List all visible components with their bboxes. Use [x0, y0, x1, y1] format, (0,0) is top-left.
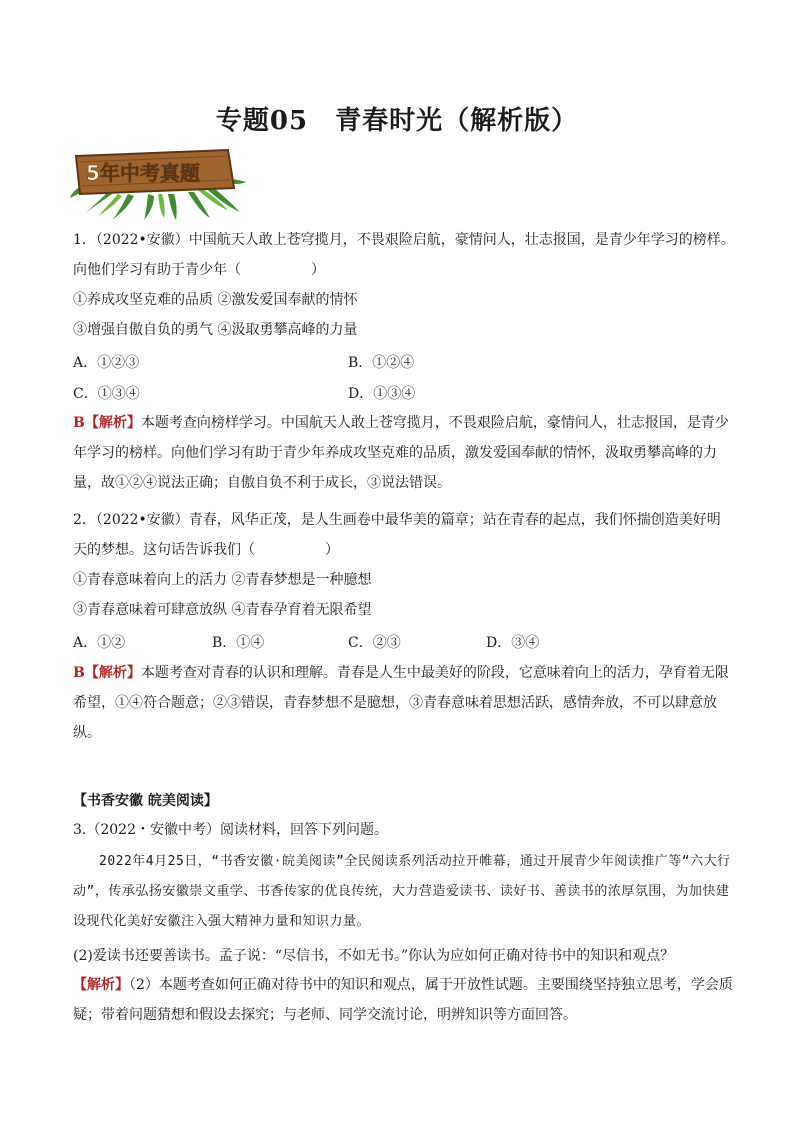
q3-stem: 3.（2022・安徽中考）阅读材料，回答下列问题。 [73, 822, 388, 838]
q1-statement-1: ①养成攻坚克难的品质 ②激发爱国奉献的情怀 [73, 292, 358, 308]
leaf-sign-icon [68, 142, 248, 220]
q3-answer-label: 【解析】 [73, 977, 129, 993]
q2-statement-2: ③青春意味着可肆意放纵 ④青春孕育着无限希望 [73, 602, 372, 618]
q2-statement-1: ①青春意味着向上的活力 ②青春梦想是一种臆想 [73, 572, 372, 588]
q2-stem-line1: 2．（2022•安徽）青春，风华正茂，是人生画卷中最华美的篇章；站在青春的起点，我们怀揣创造美好明 [73, 512, 721, 528]
q1-stem-line2: 向他们学习有助于青少年（ ） [73, 262, 325, 278]
exam-badge [68, 142, 248, 220]
q2-stem-line2: 天的梦想。这句话告诉我们（ ） [73, 542, 339, 558]
q2-answer-label: B【解析】 [73, 665, 141, 681]
q2-analysis [73, 658, 735, 748]
page-title: 专题05 青春时光（解析版） [215, 106, 579, 136]
q2-answer-text: 本题考查对青春的认识和理解。青春是人生中最美好的阶段，它意味着向上的活力，孕育着无限希望，①④符合题意；②③错误，青春梦想不是臆想，③青春意味着思想活跃，感情奔放，不可以肆意放纵。 [73, 665, 729, 741]
q1-option-a: A．①②③ [73, 355, 140, 371]
badge-text: 5年中考真题 [86, 161, 200, 185]
q1-option-d: D．①③④ [348, 386, 416, 402]
q3-passage: 2022年4月25日，“书香安徽·皖美阅读”全民阅读系列活动拉开帷幕，通过开展青少年阅读推广等“六大行动”，传承弘扬安徽崇文重学、书香传家的优良传统，大力营造爱读书、读好书、善读书的浓厚氛围，为加快建设现代化美好安徽注入强大精神力量和知识力量。 [73, 854, 731, 929]
section-heading: 【书香安徽 皖美阅读】 [73, 793, 218, 809]
q1-stem-line1: 1．（2022•安徽）中国航天人敢上苍穹揽月，不畏艰险启航，豪情问人，壮志报国，是青少年学习的榜样。 [73, 232, 735, 248]
q1-answer-text: 本题考查向榜样学习。中国航天人敢上苍穹揽月，不畏艰险启航，豪情问人，壮志报国，是青少年学习的榜样。向他们学习有助于青少年养成攻坚克难的品质，激发爱国奉献的情怀，汲取勇攀高峰的力量，故①②④说法正确；自傲自负不利于成长，③说法错误。 [73, 415, 729, 491]
q1-analysis [73, 408, 735, 498]
q1-option-c: C．①③④ [73, 386, 140, 402]
q2-option-a: A．①② [73, 635, 126, 651]
q3-analysis [73, 970, 735, 1030]
q3-answer-text: （2）本题考查如何正确对待书中的知识和观点，属于开放性试题。主要围绕坚持独立思考，学会质疑；带着问题猜想和假设去探究；与老师、同学交流讨论，明辨知识等方面回答。 [73, 977, 733, 1023]
q3-subquestion: (2)爱读书还要善读书。孟子说：“尽信书，不如无书。”你认为应如何正确对待书中的知识和观点？ [73, 948, 675, 964]
q2-option-d: D．③④ [486, 635, 540, 651]
q1-statement-2: ③增强自傲自负的勇气 ④汲取勇攀高峰的力量 [73, 322, 358, 338]
q1-option-b: B．①②④ [348, 355, 415, 371]
q1-answer-label: B【解析】 [73, 415, 141, 431]
q2-option-b: B．①④ [212, 635, 265, 651]
q2-option-c: C．②③ [348, 635, 401, 651]
